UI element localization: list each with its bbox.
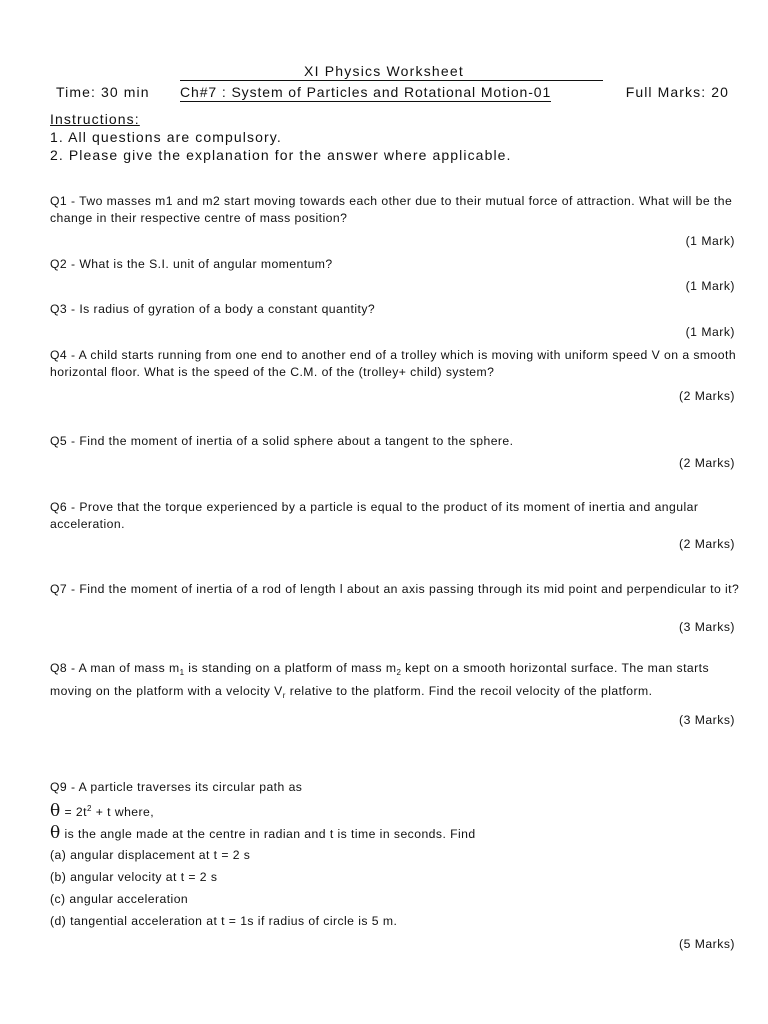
question-8-marks: (3 Marks) <box>679 713 735 727</box>
question-4: Q4 - A child starts running from one end to another end of a trolley which is moving with uniform speed V on a smooth horizontal floor. What is the speed of the C.M. of the (trolley+ child) system? <box>50 348 737 379</box>
instruction-item: 2. Please give the explanation for the answer where applicable. <box>50 147 512 163</box>
question-3-marks: (1 Mark) <box>685 325 735 339</box>
question-9-definition: θ is the angle made at the centre in radian and t is time in seconds. Find <box>50 823 476 843</box>
question-4-marks: (2 Marks) <box>679 389 735 403</box>
question-5: Q5 - Find the moment of inertia of a solid sphere about a tangent to the sphere. <box>50 434 514 448</box>
question-7: Q7 - Find the moment of inertia of a rod of length l about an axis passing through its mid point and perpendicular to it? <box>50 582 740 596</box>
question-9-equation: $\theta = 2t^2 + t$ where, <box>50 801 155 821</box>
question-9-part-b: (b) angular velocity at t = 2 s <box>50 870 218 884</box>
time-label: Time: 30 min <box>56 84 150 100</box>
header-rule <box>180 80 603 81</box>
question-6: Q6 - Prove that the torque experienced by a particle is equal to the product of its moment of inertia and angular acceleration. <box>50 500 699 531</box>
chapter-title: Ch#7 : System of Particles and Rotational Motion-01 <box>180 84 552 100</box>
question-3: Q3 - Is radius of gyration of a body a constant quantity? <box>50 302 376 316</box>
question-8: Q8 - A man of mass $m_1$ is standing on a platform of mass $m_2$ kept on a smooth horizontal surface. The man starts moving on the platform with a velocity $V_r$ relative to the platform. Find the recoil velocity of the platform. <box>50 661 710 700</box>
question-9-part-a: (a) angular displacement at t = 2 s <box>50 848 251 862</box>
instruction-item: 1. All questions are compulsory. <box>50 129 282 145</box>
question-9-marks: (5 Marks) <box>679 937 735 951</box>
question-2-marks: (1 Mark) <box>685 279 735 293</box>
question-1-marks: (1 Mark) <box>685 234 735 248</box>
question-6-marks: (2 Marks) <box>679 537 735 551</box>
question-2: Q2 - What is the S.I. unit of angular momentum? <box>50 257 333 271</box>
question-9-part-d: (d) tangential acceleration at t = 1s if radius of circle is 5 m. <box>50 914 398 928</box>
worksheet-title: XI Physics Worksheet <box>304 63 464 79</box>
instructions-heading: Instructions: <box>50 111 140 127</box>
question-9: Q9 - A particle traverses its circular path as <box>50 780 303 794</box>
question-1: Q1 - Two masses m1 and m2 start moving towards each other due to their mutual force of attraction. What will be the change in their respective centre of mass position? <box>50 194 733 225</box>
theta-symbol: θ <box>50 801 61 821</box>
theta-symbol: θ <box>50 823 61 843</box>
question-9-part-c: (c) angular acceleration <box>50 892 189 906</box>
question-7-marks: (3 Marks) <box>679 620 735 634</box>
question-5-marks: (2 Marks) <box>679 456 735 470</box>
full-marks-label: Full Marks: 20 <box>625 84 729 100</box>
